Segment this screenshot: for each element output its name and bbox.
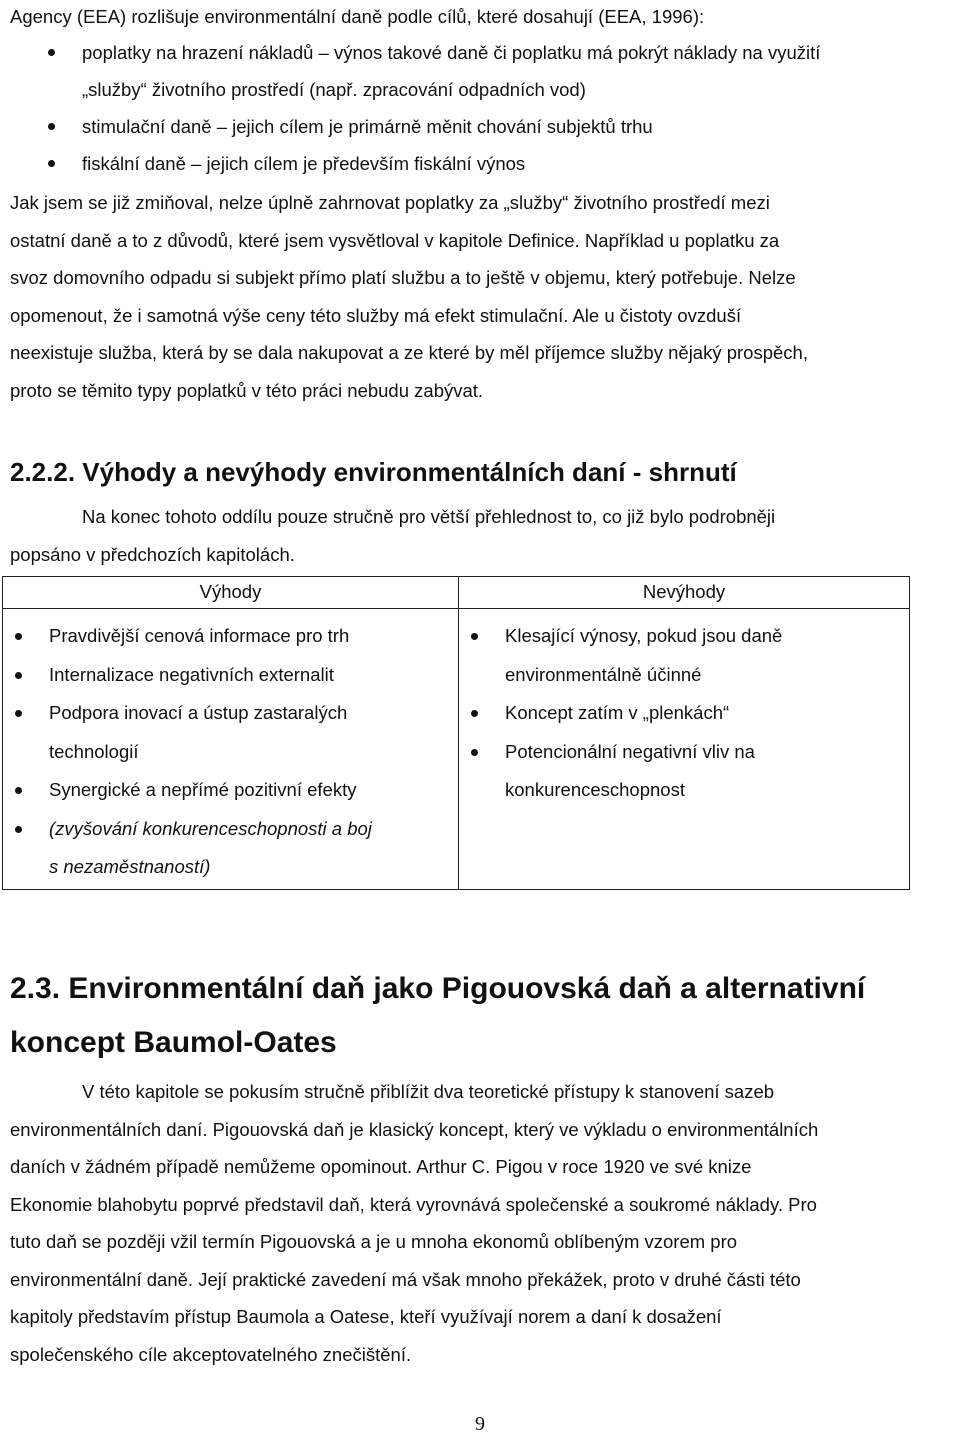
list-item xyxy=(3,656,458,695)
list-item-text: Pravdivější cenová informace pro trh xyxy=(49,625,350,646)
paragraph-3 xyxy=(0,1073,960,1373)
bullet-icon xyxy=(471,749,478,756)
heading-line: 2.3. Environmentální daň jako Pigouovská daň a alternativní xyxy=(10,972,866,1005)
list-item xyxy=(3,810,458,849)
list-item-continuation: environmentálně účinné xyxy=(505,663,702,685)
paragraph-line: environmentálních daní. Pigouovská daň je klasický koncept, který ve výkladu o environmentálních xyxy=(10,1118,819,1140)
paragraph-line: environmentální daně. Její praktické zavedení má však mnoho překážek, proto v druhé části této xyxy=(10,1268,801,1290)
bullet-icon xyxy=(15,710,22,717)
list-item-continuation: s nezaměstnaností) xyxy=(49,856,211,877)
cons-cell xyxy=(459,609,910,890)
paragraph-line: Na konec tohoto oddílu pouze stručně pro větší přehlednost to, co již bylo podrobněji xyxy=(82,506,776,527)
paragraph-2 xyxy=(0,498,960,573)
list-item xyxy=(459,617,909,656)
paragraph-line: společenského cíle akceptovatelného znečištění. xyxy=(10,1343,412,1365)
paragraph-1 xyxy=(0,184,960,409)
bullet-icon xyxy=(471,633,478,640)
bullet-icon xyxy=(15,672,22,679)
list-item xyxy=(3,694,458,733)
paragraph-line: Ekonomie blahobytu poprvé představil daň, která vyrovnává společenské a soukromé náklady. Pro xyxy=(10,1193,817,1215)
bullet-icon xyxy=(15,787,22,794)
list-item-text: Koncept zatím v „plenkách“ xyxy=(505,702,730,723)
heading-line: koncept Baumol-Oates xyxy=(10,1026,337,1059)
bullet-icon xyxy=(48,123,55,130)
paragraph-line: svoz domovního odpadu si subjekt přímo platí službu a to ještě v objemu, který potřebuje. Nelze xyxy=(10,267,796,288)
list-item-text: Klesající výnosy, pokud jsou daně xyxy=(505,625,783,646)
bullet-icon xyxy=(15,633,22,640)
paragraph-line: popsáno v předchozích kapitolách. xyxy=(10,543,295,565)
paragraph-line: neexistuje služba, která by se dala nakupovat a ze které by měl příjemce služby nějaký prospěch, xyxy=(10,342,808,363)
section-heading-2-3 xyxy=(0,962,960,1070)
bullet-icon xyxy=(15,826,22,833)
paragraph-line: opomenout, že i samotná výše ceny této služby má efekt stimulační. Ale u čistoty ovzduší xyxy=(10,304,742,326)
bullet-icon xyxy=(48,160,55,167)
intro-line: Agency (EEA) rozlišuje environmentální daně podle cílů, které dosahují (EEA, 1996): xyxy=(10,6,705,27)
bullet-text: poplatky na hrazení nákladů – výnos takové daně či poplatku má pokrýt náklady na využití xyxy=(82,42,821,63)
bullet-text: fiskální daně – jejich cílem je především fiskální výnos xyxy=(82,153,526,174)
list-item-text: (zvyšování konkurenceschopnosti a boj xyxy=(49,817,372,839)
table-header-cons: Nevýhody xyxy=(459,577,910,609)
bullet-icon xyxy=(48,49,55,56)
pros-cons-table xyxy=(2,576,910,890)
section-heading-2-2-2: 2.2.2. Výhody a nevýhody environmentálních daní - shrnutí xyxy=(10,457,737,487)
paragraph-line: daních v žádném případě nemůžeme opominout. Arthur C. Pigou v roce 1920 ve své knize xyxy=(10,1156,752,1177)
list-item-text: Podpora inovací a ústup zastaralých xyxy=(49,702,348,723)
list-item-continuation: konkurenceschopnost xyxy=(505,779,685,800)
paragraph-line: V této kapitole se pokusím stručně přiblížit dva teoretické přístupy k stanovení sazeb xyxy=(82,1081,775,1102)
bullet-icon xyxy=(471,710,478,717)
bullet-list xyxy=(0,34,960,182)
bullet-text: stimulační daně – jejich cílem je primárně měnit chování subjektů trhu xyxy=(82,116,653,137)
bullet-item xyxy=(0,34,960,108)
table-header-pros: Výhody xyxy=(3,577,459,609)
page-number: 9 xyxy=(475,1413,485,1435)
list-item-text: Synergické a nepřímé pozitivní efekty xyxy=(49,779,357,800)
bullet-item xyxy=(0,108,960,145)
pros-cell xyxy=(3,609,459,890)
paragraph-line: kapitoly představím přístup Baumola a Oatese, kteří využívají norem a daní k dosažení xyxy=(10,1306,722,1327)
list-item xyxy=(3,771,458,810)
paragraph-line: Jak jsem se již zmiňoval, nelze úplně zahrnovat poplatky za „služby“ životního prostředí mezi xyxy=(10,192,770,213)
list-item xyxy=(3,617,458,656)
paragraph-line: proto se těmito typy poplatků v této práci nebudu zabývat. xyxy=(10,379,484,401)
paragraph-line: tuto daň se později vžil termín Pigouovská a je u mnoha ekonomů oblíbeným vzorem pro xyxy=(10,1231,738,1252)
bullet-text: „služby“ životního prostředí (např. zpracování odpadních vod) xyxy=(82,79,586,100)
list-item xyxy=(459,694,909,733)
list-item-continuation: technologií xyxy=(49,740,139,762)
bullet-item xyxy=(0,145,960,182)
paragraph-line: ostatní daně a to z důvodů, které jsem vysvětloval v kapitole Definice. Například u poplatku za xyxy=(10,229,780,251)
list-item-text: Internalizace negativních externalit xyxy=(49,663,334,685)
list-item xyxy=(459,733,909,772)
list-item-text: Potencionální negativní vliv na xyxy=(505,740,755,762)
